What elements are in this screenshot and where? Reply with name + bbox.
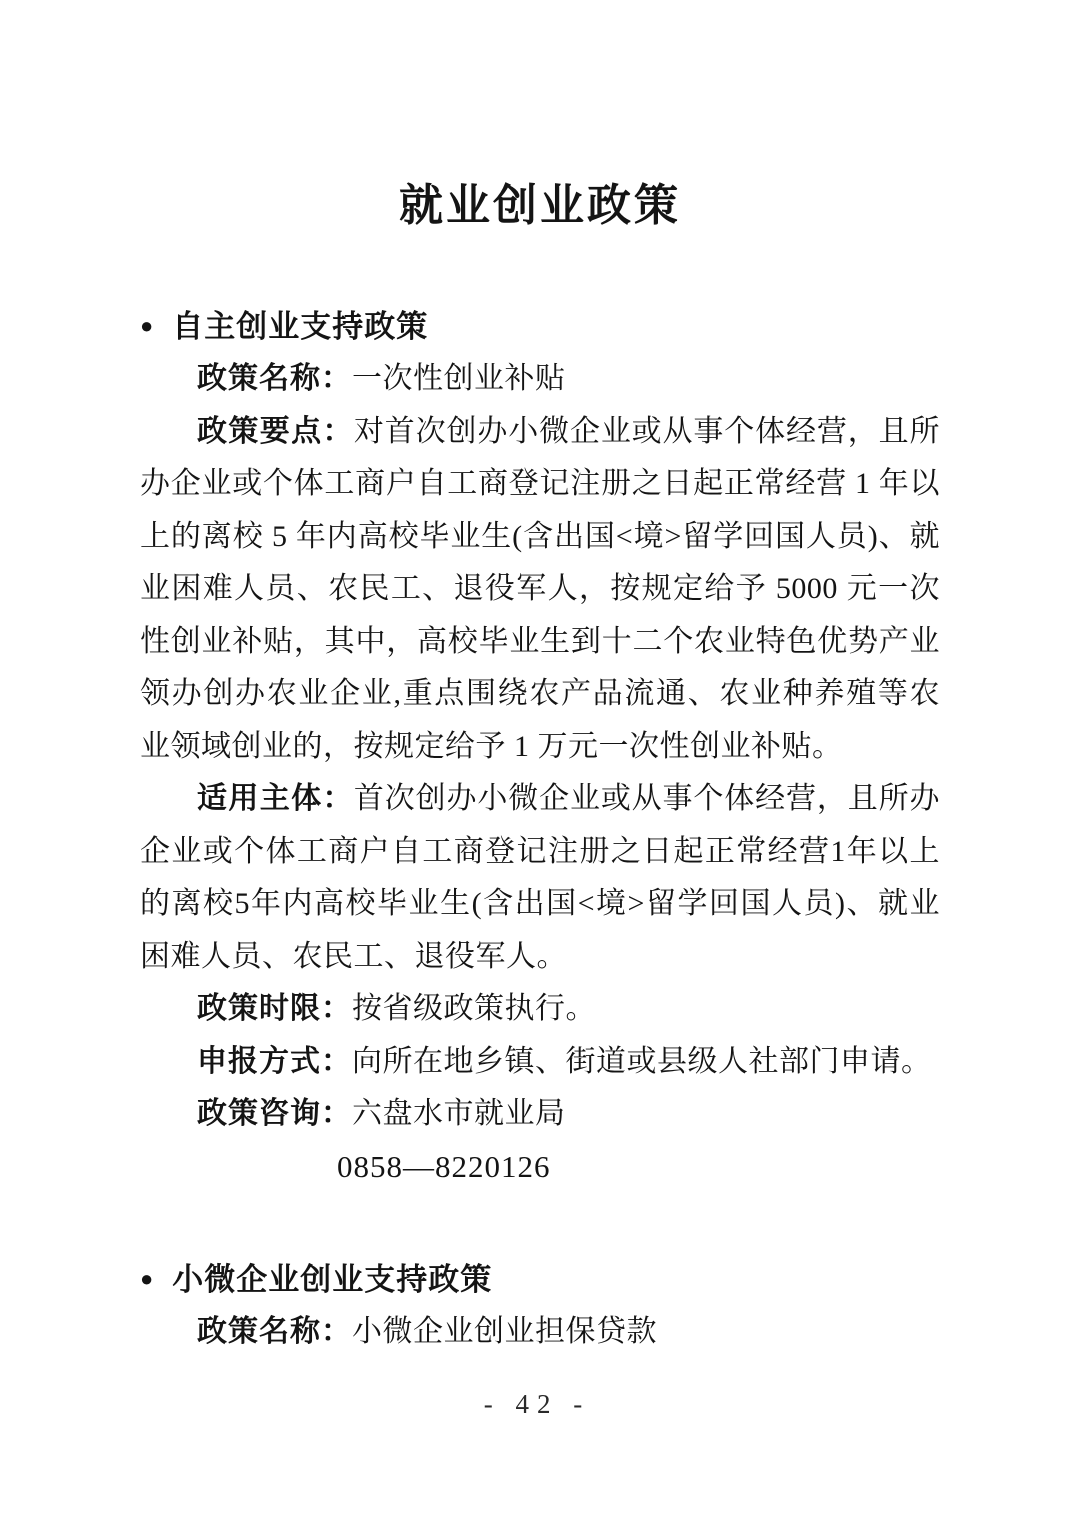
policy-name-entry bbox=[140, 1306, 940, 1359]
policy-consultation-value: 六盘水市就业局 bbox=[352, 1097, 566, 1130]
application-method-entry bbox=[140, 1036, 940, 1089]
bullet-icon: ● bbox=[140, 1266, 155, 1291]
policy-duration-label: 政策时限： bbox=[197, 992, 352, 1025]
section-heading-row bbox=[140, 1253, 940, 1306]
policy-name-label: 政策名称： bbox=[197, 362, 352, 395]
policy-points-label: 政策要点： bbox=[197, 414, 354, 448]
policy-duration-value: 按省级政策执行。 bbox=[352, 992, 596, 1025]
application-method-label: 申报方式： bbox=[197, 1044, 352, 1078]
page-number: - 42 - bbox=[483, 1389, 591, 1419]
application-method-value: 向所在地乡镇、街道或县级人社部门申请。 bbox=[352, 1044, 932, 1078]
policy-points-paragraph bbox=[140, 406, 940, 774]
policy-name-value: 一次性创业补贴 bbox=[352, 362, 566, 395]
section-heading: 小微企业创业支持政策 bbox=[172, 1262, 493, 1297]
section-heading: 自主创业支持政策 bbox=[172, 309, 429, 344]
section-small-micro-enterprise-policy bbox=[140, 1253, 940, 1359]
section-heading-row bbox=[140, 300, 940, 353]
applicable-subject-value: 首次创办小微企业或从事个体经营，且所办企业或个体工商户自工商登记注册之日起正常经营1年以上的离校5年内高校毕业生(含出国<境>留学回国人员)、就业困难人员、农民工、退役军人。 bbox=[140, 782, 941, 973]
policy-name-entry bbox=[140, 353, 940, 406]
policy-duration-entry bbox=[140, 983, 940, 1036]
applicable-subject-label: 适用主体： bbox=[197, 782, 354, 815]
page-title: 就业创业政策 bbox=[399, 181, 681, 230]
consultation-phone-number: 0858—8220126 bbox=[337, 1148, 551, 1184]
applicable-subject-paragraph bbox=[140, 773, 940, 983]
policy-consultation-label: 政策咨询： bbox=[197, 1097, 352, 1130]
policy-name-label: 政策名称： bbox=[197, 1315, 352, 1348]
policy-name-value: 小微企业创业担保贷款 bbox=[352, 1315, 657, 1348]
policy-points-value: 对首次创办小微企业或从事个体经营，且所办企业或个体工商户自工商登记注册之日起正常经营 1 年以上的离校 5 年内高校毕业生(含出国<境>留学回国人员)、就业困难人员、农民工、退役军人，按规定给予 5000 元一次性创业补贴，其中，高校毕业生到十二个农业特色优势产业领办创办农业企业,重点围绕农产品流通、农业种养殖等农业领域创业的，按规定给予 1 万元一次性创业补贴。 bbox=[140, 414, 941, 763]
section-self-employment-policy bbox=[140, 300, 940, 1193]
policy-consultation-entry bbox=[140, 1088, 940, 1141]
bullet-icon: ● bbox=[140, 313, 155, 338]
